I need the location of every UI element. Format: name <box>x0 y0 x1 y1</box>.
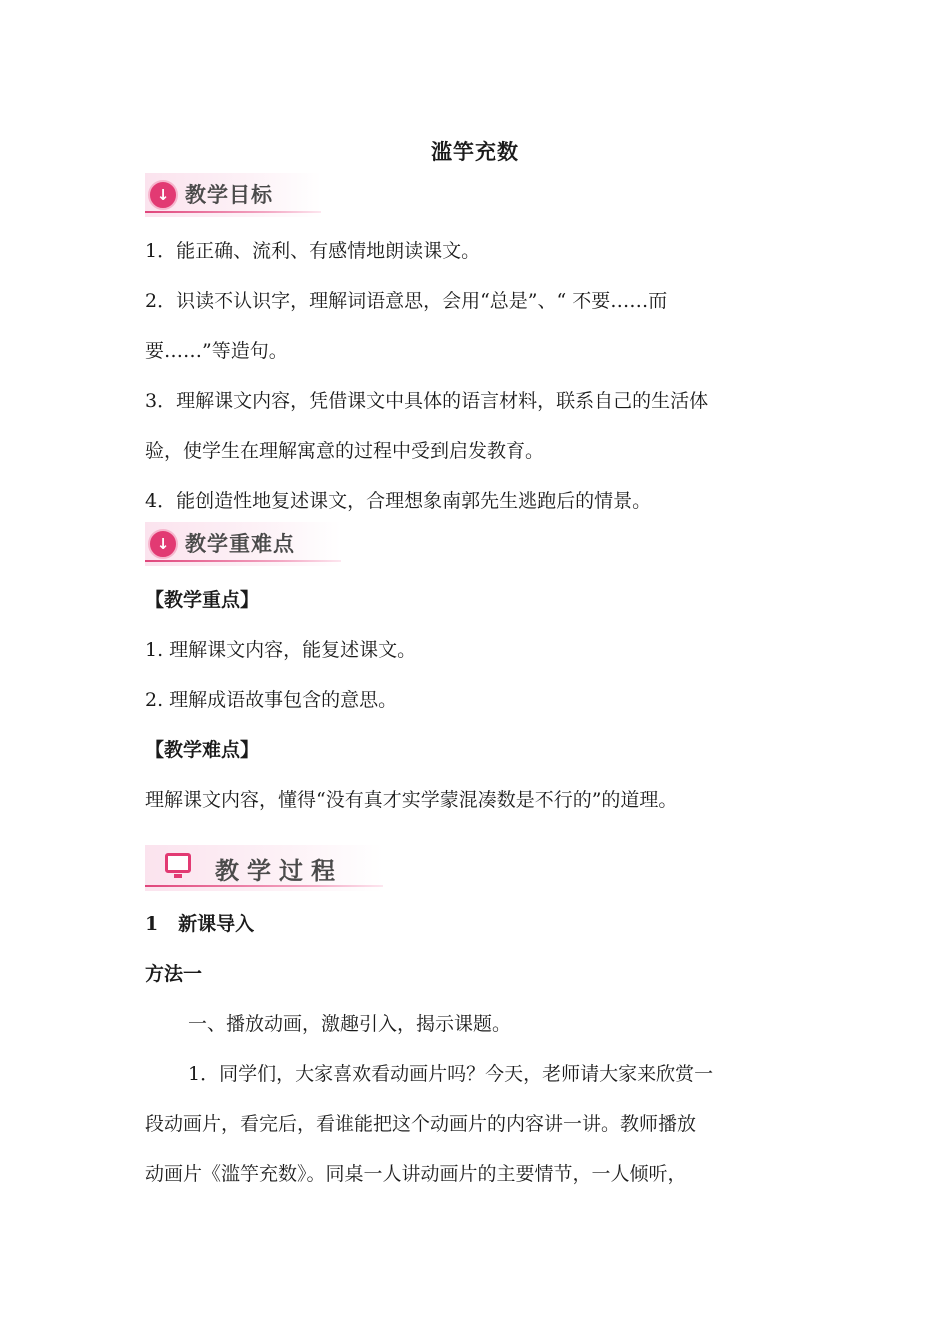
step-heading: 1 新课导入 <box>145 913 255 935</box>
section-label: 教学目标 <box>185 183 273 207</box>
method-heading: 方法一 <box>145 963 203 985</box>
goal-line: 3．理解课文内容，凭借课文中具体的语言材料，联系自己的生活体 <box>145 390 709 412</box>
section-label: 教学过程 <box>215 856 343 885</box>
difficulty-line: 理解课文内容，懂得“没有真才实学蒙混凑数是不行的”的道理。 <box>145 789 678 811</box>
download-arrow-icon: ↓ <box>148 180 178 210</box>
focus-line: 2. 理解成语故事包含的意思。 <box>145 689 398 711</box>
goal-line: 2．识读不认识字，理解词语意思，会用“总是”、“ 不要……而 <box>145 290 668 312</box>
focus-heading: 【教学重点】 <box>145 589 260 611</box>
goal-line: 1．能正确、流利、有感情地朗读课文。 <box>145 240 481 262</box>
banner-rule <box>145 211 321 213</box>
download-arrow-icon: ↓ <box>148 529 178 559</box>
focus-line: 1. 理解课文内容，能复述课文。 <box>145 639 417 661</box>
banner-rule <box>145 560 341 562</box>
section-banner-process <box>145 845 383 891</box>
section-banner-key-points <box>145 522 341 566</box>
goal-line: 验，使学生在理解寓意的过程中受到启发教育。 <box>145 440 545 462</box>
goal-line: 4．能创造性地复述课文，合理想象南郭先生逃跑后的情景。 <box>145 490 652 512</box>
page-title: 滥竽充数 <box>431 139 519 164</box>
method-line: 动画片《滥竽充数》。同桌一人讲动画片的主要情节，一人倾听， <box>145 1163 687 1185</box>
banner-rule <box>145 885 383 887</box>
goal-line: 要……”等造句。 <box>145 340 288 362</box>
method-line: 1．同学们，大家喜欢看动画片吗？今天，老师请大家来欣赏一 <box>188 1063 714 1085</box>
monitor-icon <box>165 853 191 873</box>
section-banner-goals <box>145 173 321 217</box>
difficulty-heading: 【教学难点】 <box>145 739 260 761</box>
section-label: 教学重难点 <box>185 532 295 556</box>
method-line: 一、播放动画，激趣引入，揭示课题。 <box>188 1013 512 1035</box>
method-line: 段动画片，看完后，看谁能把这个动画片的内容讲一讲。教师播放 <box>145 1113 697 1135</box>
